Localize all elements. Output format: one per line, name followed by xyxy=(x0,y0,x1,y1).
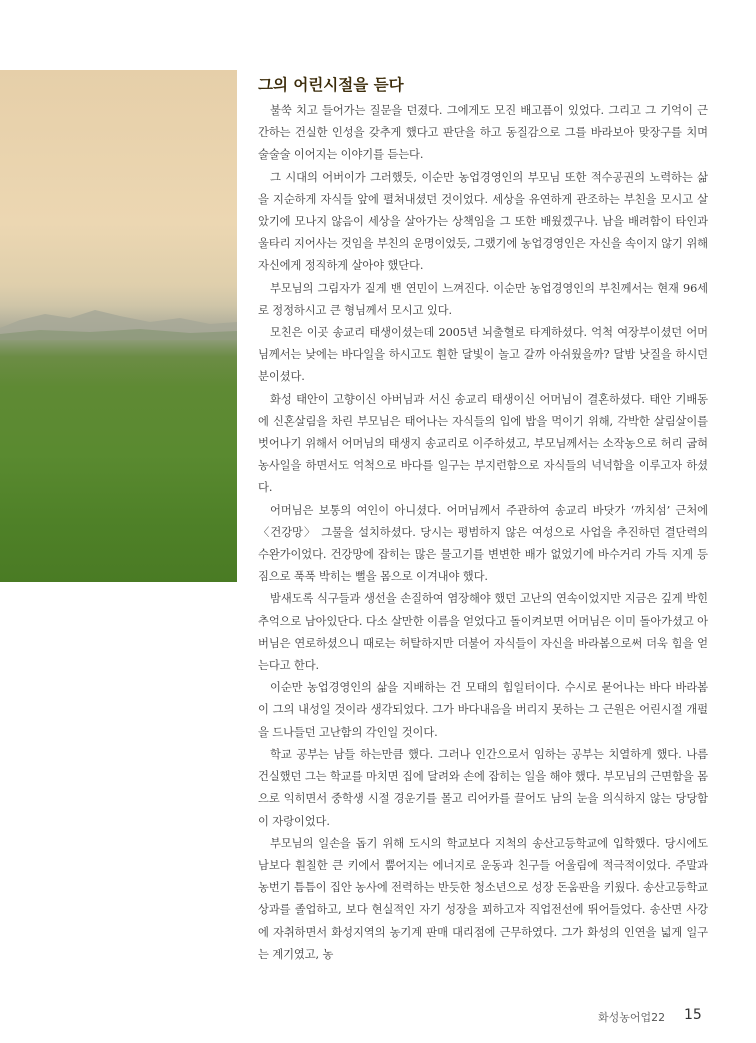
paragraph: 화성 태안이 고향이신 아버님과 서신 송교리 태생이신 어머님이 결혼하셨다. 태안 기배동에 신혼살림을 차린 부모님은 태어나는 자식들의 입에 밥을 먹이기 위해, 각박한 살림살이를 벗어나기 위해서 어머님의 태생지 송교리로 이주하셨고, 부모님께서는 소작농으로 허리 굽혀 농사일을 하면서도 억척으로 바다를 일구는 부지런함으로 자식들의 넉넉함을 이루고자 하셨다. xyxy=(258,392,708,495)
page-number: 15 xyxy=(684,1007,702,1023)
paragraph: 모친은 이곳 송교리 태생이셨는데 2005년 뇌출혈로 타계하셨다. 억척 여장부이셨던 어머님께서는 낮에는 바다일을 하시고도 훤한 달빛이 놀고 갈까 아쉬웠을까? 달밤 낫질을 하시던 분이셨다. xyxy=(258,326,708,384)
paragraph: 불쑥 치고 들어가는 질문을 던졌다. 그에게도 모진 배고픔이 있었다. 그리고 그 기억이 근간하는 건실한 인성을 갖추게 했다고 판단을 하고 동질감으로 그를 바라보아 맞장구를 치며 술술술 이어지는 이야기를 듣는다. xyxy=(258,104,708,162)
section-title: 그의 어린시절을 듣다 xyxy=(258,76,404,94)
page-footer xyxy=(598,1007,708,1027)
paragraph: 어머님은 보통의 여인이 아니셨다. 어머님께서 주관하여 송교리 바닷가 ‘까치섬’ 근처에 〈건강망〉 그물을 설치하셨다. 당시는 평범하지 않은 여성으로 사업을 추진하던 결단력의 수완가이었다. 건강망에 잡히는 많은 물고기를 변변한 배가 없었기에 바수거리 가득 지게 등짐으로 푹푹 박히는 뻘을 몸으로 이겨내야 했다. xyxy=(258,503,708,584)
paragraph: 부모님의 그림자가 짙게 밴 연민이 느껴진다. 이순만 농업경영인의 부친께서는 현재 96세로 정정하시고 큰 형님께서 모시고 있다. xyxy=(258,281,708,317)
paragraph: 부모님의 일손을 돕기 위해 도시의 학교보다 지척의 송산고등학교에 입학했다. 당시에도 남보다 훤칠한 큰 키에서 뿜어지는 에너지로 운동과 친구들 어울림에 적극적이었다. 주말과 농번기 틈틈이 집안 농사에 전력하는 반듯한 청소년으로 성장 돈움판을 키웠다. 송산고등학교 상과를 졸업하고, 보다 현실적인 자기 성장을 꾀하고자 직업전선에 뛰어들었다. 송산면 사강에 자취하면서 화성지역의 농기계 판매 대리점에 근무하였다. 그가 화성의 인연을 넓게 일구는 계기였고, 농 xyxy=(258,836,708,961)
field-landscape-photo xyxy=(0,70,237,582)
paragraph: 학교 공부는 남들 하는만큼 했다. 그러나 인간으로서 임하는 공부는 치열하게 했다. 나름 건실했던 그는 학교를 마치면 집에 달려와 손에 잡히는 일을 해야 했다. 부모님의 근면함을 몸으로 익히면서 중학생 시절 경운기를 몰고 리어카를 끌어도 남의 눈을 의식하지 않는 당당함이 자랑이었다. xyxy=(258,747,708,828)
paragraph: 그 시대의 어버이가 그러했듯, 이순만 농업경영인의 부모님 또한 적수공권의 노력하는 삶을 지순하게 자식들 앞에 펼쳐내셨던 것이었다. 세상을 유연하게 관조하는 부친을 모시고 살았기에 모나지 않음이 세상을 살아가는 상책임을 그 또한 배웠겠구나. 남을 배려함이 타인과 울타리 지어사는 것임을 부친의 운명이었듯, 그랬기에 농업경영인은 자신을 속이지 않기 위해 자신에게 정직하게 살아야 했단다. xyxy=(258,170,708,273)
article-body xyxy=(258,74,708,961)
paragraph-list xyxy=(258,100,708,966)
mountain-silhouette xyxy=(0,300,237,340)
paragraph: 이순만 농업경영인의 삶을 지배하는 건 모태의 힘일터이다. 수시로 묻어나는 바다 바라봄이 그의 내성일 것이라 생각되었다. 그가 바다내음을 버리지 못하는 그 근원은 어린시절 개펄을 드나들던 고난함의 각인일 것이다. xyxy=(258,681,708,739)
publication-name: 화성농어업22 xyxy=(598,1011,666,1024)
paragraph: 밤새도록 식구들과 생선을 손질하여 염장해야 했던 고난의 연속이었지만 지금은 깊게 박힌 추억으로 남아있단다. 다소 살만한 이름을 얻었다고 돌이켜보면 어머님은 이미 돌아가셨고 아버님은 연로하셨으니 때로는 허탈하지만 더불어 자식들이 자신을 바라봄으로써 더욱 힘을 얻는다고 한다. xyxy=(258,592,708,673)
